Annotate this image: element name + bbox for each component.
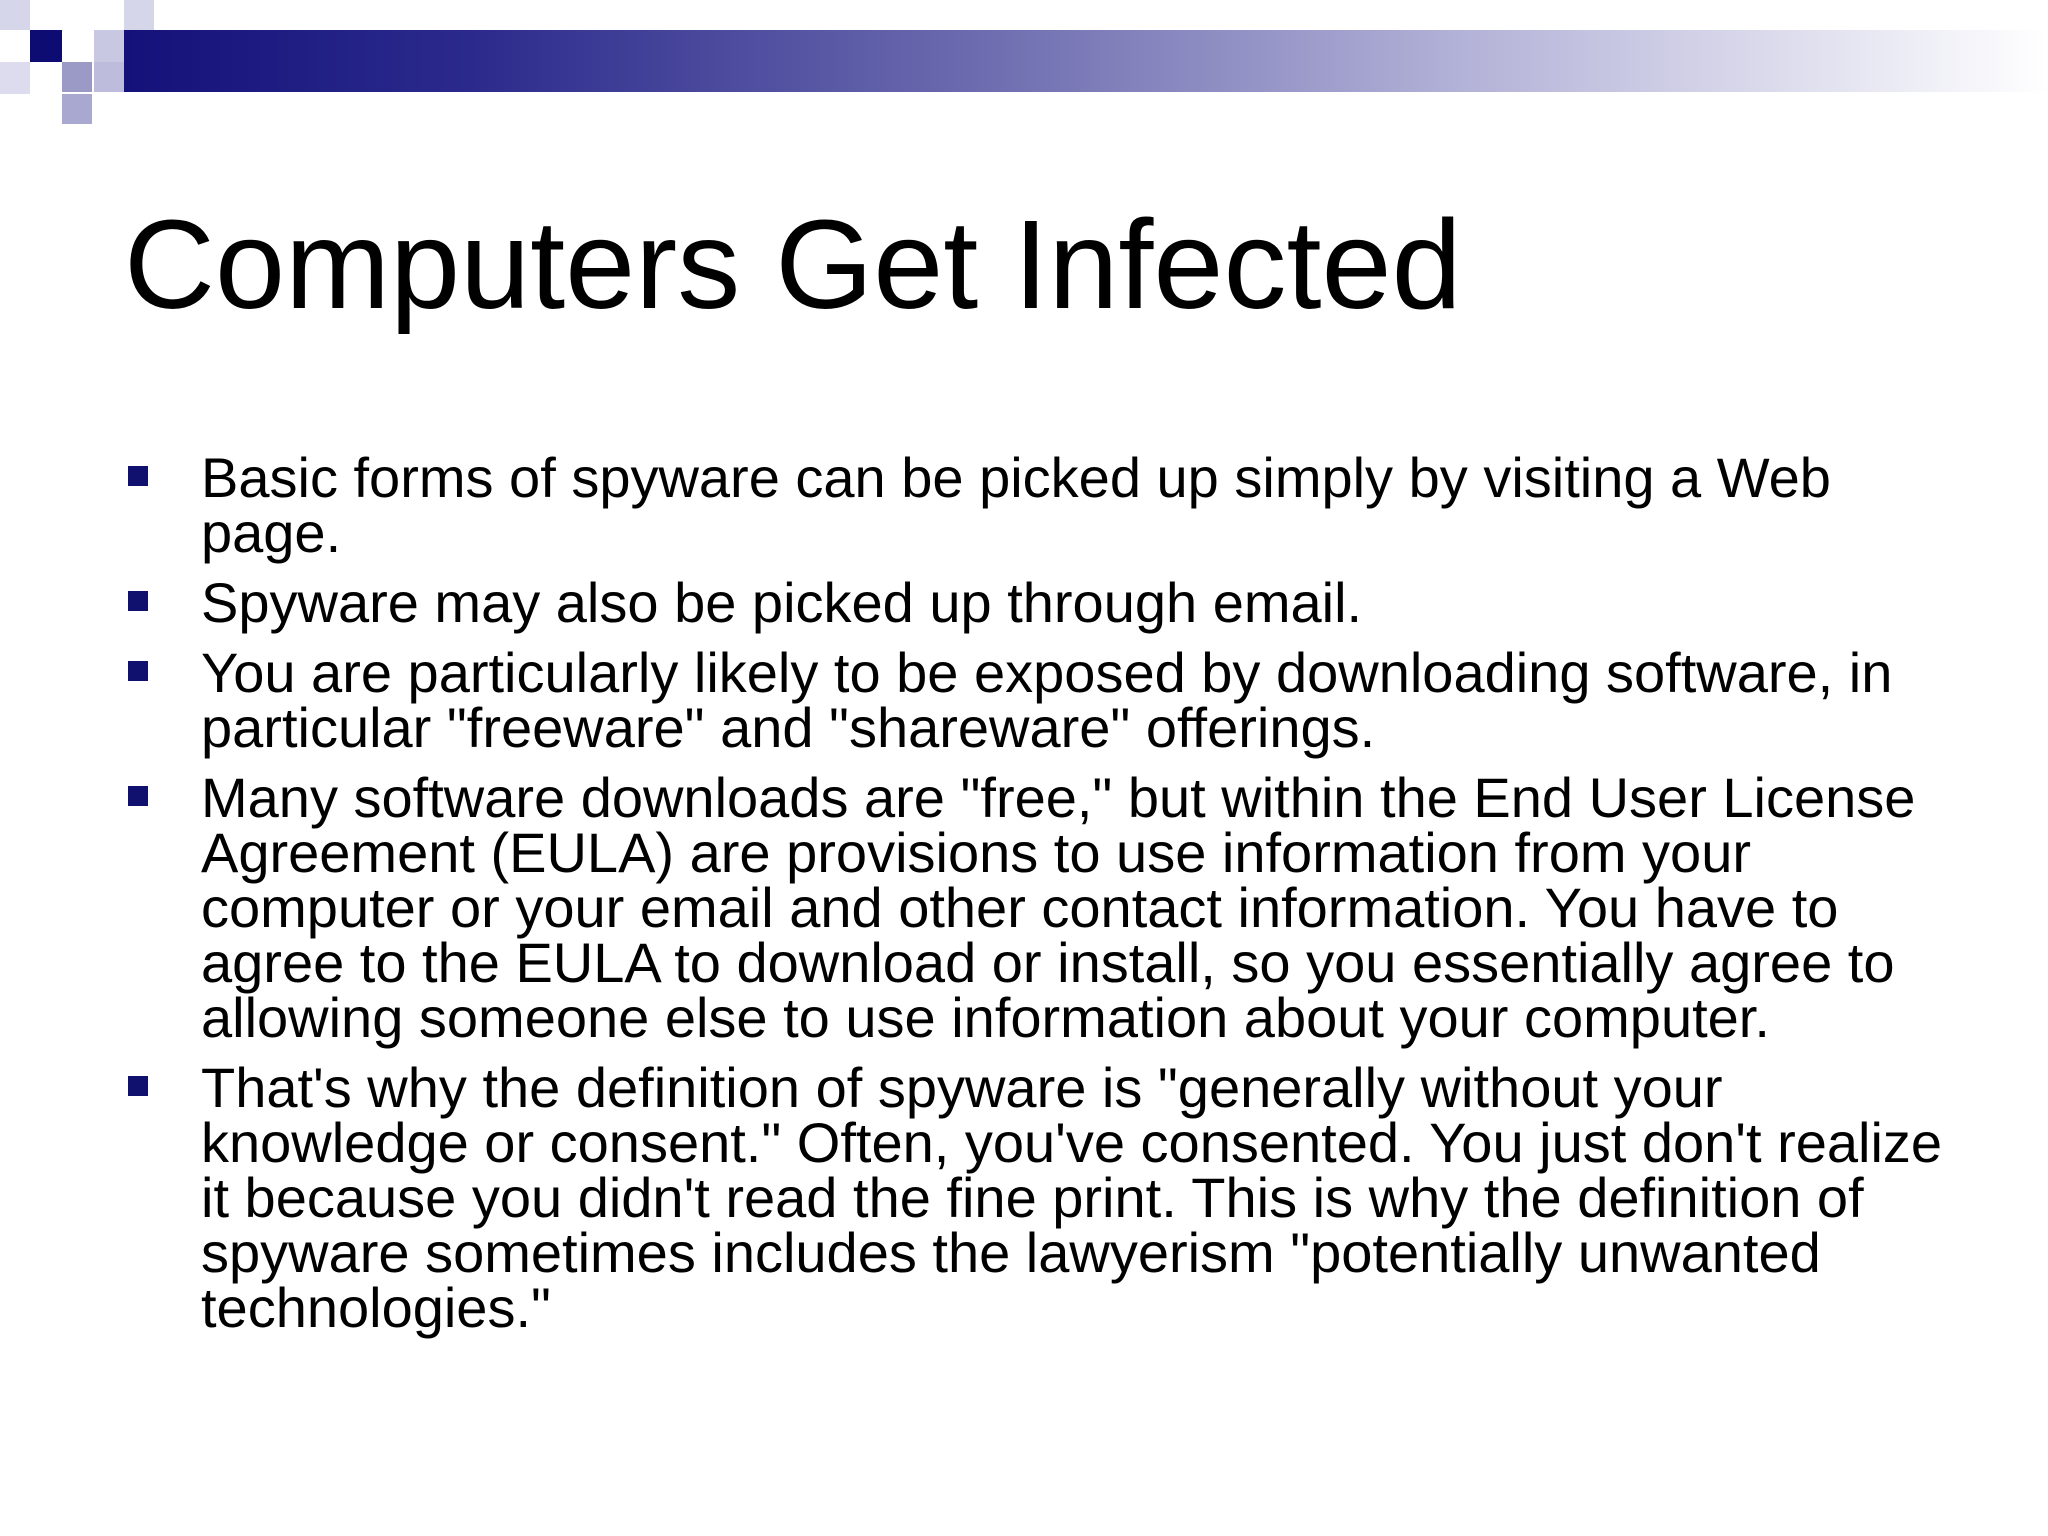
square-bullet-icon: [128, 1076, 148, 1096]
bullet-text: You are particularly likely to be exposed by downloading software, in particular "freeware" and "shareware" offerings.: [201, 641, 1893, 759]
bullet-item: [124, 571, 1974, 634]
decor-square: [0, 0, 30, 30]
header-gradient-bar: [124, 30, 2048, 92]
slide-title: Computers Get Infected: [124, 194, 1462, 335]
bullet-item: [124, 766, 1974, 1049]
bullet-text: Spyware may also be picked up through email.: [201, 571, 1363, 634]
square-bullet-icon: [128, 661, 148, 681]
square-bullet-icon: [128, 466, 148, 486]
decor-square: [62, 62, 92, 92]
bullet-item: [124, 1056, 1974, 1339]
bullet-text: Basic forms of spyware can be picked up simply by visiting a Web page.: [201, 446, 1831, 564]
bullet-text: That's why the definition of spyware is "generally without your knowledge or consent." Often, you've consented. You just don't realize it because you didn't read the fine print. This is why the definition of spyware sometimes includes the lawyerism "potentially unwanted technologies.": [201, 1056, 1943, 1339]
bullet-item: [124, 641, 1974, 759]
decor-square: [94, 62, 124, 92]
decor-square: [94, 30, 124, 62]
decor-square: [0, 62, 30, 94]
square-bullet-icon: [128, 591, 148, 611]
bullet-item: [124, 446, 1974, 564]
square-bullet-icon: [128, 786, 148, 806]
bullet-list: [124, 446, 1974, 1350]
decor-square: [124, 0, 154, 30]
decor-square: [62, 94, 92, 124]
decor-square: [30, 30, 62, 62]
bullet-text: Many software downloads are "free," but within the End User License Agreement (EULA) are provisions to use information from your computer or your email and other contact information. You have to agree to the EULA to download or install, so you essentially agree to allowing someone else to use information about your computer.: [201, 766, 1916, 1049]
